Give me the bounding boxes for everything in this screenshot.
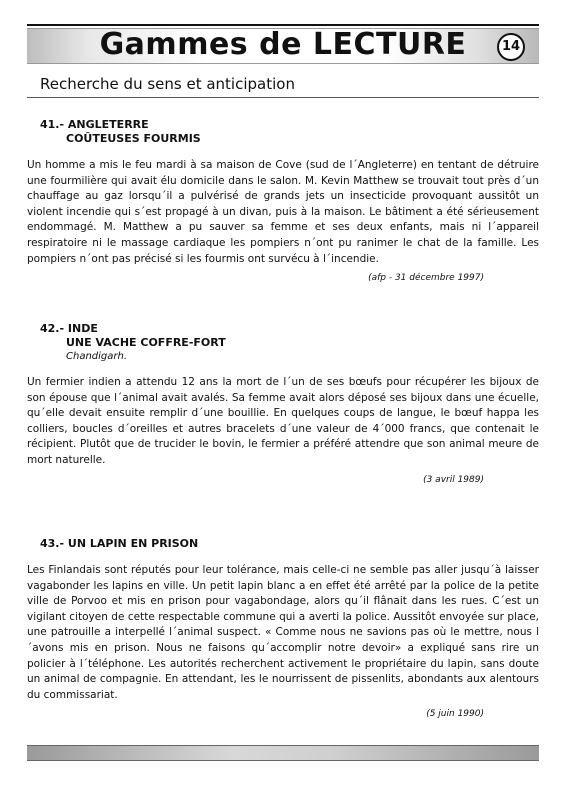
article-number: 43.- [40, 537, 65, 550]
subtitle-rule [27, 97, 539, 98]
page-title: Gammes de LECTURE [99, 27, 467, 62]
article-title-line1: INDE [67, 322, 98, 335]
article-source: (afp - 31 décembre 1997) [368, 273, 484, 284]
header-band [27, 28, 539, 64]
article-number: 42.- [40, 322, 65, 335]
top-rule [27, 24, 539, 26]
article-body: Les Finlandais sont réputés pour leur tolérance, mais celle-ci ne semble pas aller jusqu´à laisser vagabonder les lapins en ville. Un petit lapin blanc a en effet été arrêté par la police de la petite ville de Porvoo et mis en prison pour vagabondage, alors qu´il flânait dans les rues. C´est un vigilant citoyen de cette respectable commune qui a averti la police. Aussitôt envoyée sur place, une patrouille a interpellé l´animal suspect. « Comme nous ne savions pas où le mettre, nous l´avons mis en prison. Nous ne faisons qu´accomplir notre devoir» a expliqué sans rire un policier à l´téléphone. Les autorités recherchent activement le propriétaire du lapin, sans doute un animal de compagnie. En attendant, les le nourrissent de pissenlits, abondants aux alentours du commissariat. [27, 564, 539, 701]
article-title-line1: ANGLETERRE [67, 118, 149, 131]
article-location: Chandigarh. [66, 351, 128, 362]
article-source: (5 juin 1990) [426, 709, 484, 720]
article-heading [40, 118, 539, 146]
article-43 [27, 537, 539, 719]
page-number-badge: 14 [497, 33, 525, 61]
article-heading [40, 537, 539, 551]
article-42 [27, 322, 539, 485]
article-source: (3 avril 1989) [423, 474, 484, 485]
section-subtitle: Recherche du sens et anticipation [40, 75, 295, 93]
article-title-line2: COÛTEUSES FOURMIS [66, 132, 201, 145]
article-heading [40, 322, 539, 350]
article-41 [27, 118, 539, 283]
article-title-line2: UNE VACHE COFFRE-FORT [66, 336, 226, 349]
article-number: 41.- [40, 118, 65, 131]
article-body: Un homme a mis le feu mardi à sa maison de Cove (sud de l´Angleterre) en tentant de détruire une fourmilière qui avait élu domicile dans le salon. M. Kevin Matthew se trouvait tout près d´un chauffage au gaz lorsqu´il a pulvérisé de grands jets un insecticide provoquant aussitôt un violent incendie qui s´est propagé à un divan, puis à la maison. Le bâtiment a été sérieusement endommagé. M. Matthew a pu sauver sa femme et ses deux enfants, mais ni l´appareil respiratoire ni le massage cardiaque les pompiers n´ont pu ranimer le chat de la famille. Les pompiers n´ont pas précisé si les fourmis ont survécu à l´incendie. [27, 159, 539, 265]
article-body: Un fermier indien a attendu 12 ans la mort de l´un de ses bœufs pour récupérer les bijoux de son épouse que l´animal avait avalés. Sa femme avait alors déposé ses bijoux dans une écuelle, qu´elle devait ensuite remplir d´une bouillie. En quelques coups de langue, le bœuf happa les colliers, boucles d´oreilles et autres bracelets d´une valeur de 4´000 francs, que contenait le récipient. Plutôt que de trucider le bovin, le fermier a préféré attendre que son animal meure de mort naturelle. [27, 376, 539, 466]
footer-band [27, 745, 539, 761]
article-title-line1: UN LAPIN EN PRISON [67, 537, 199, 550]
